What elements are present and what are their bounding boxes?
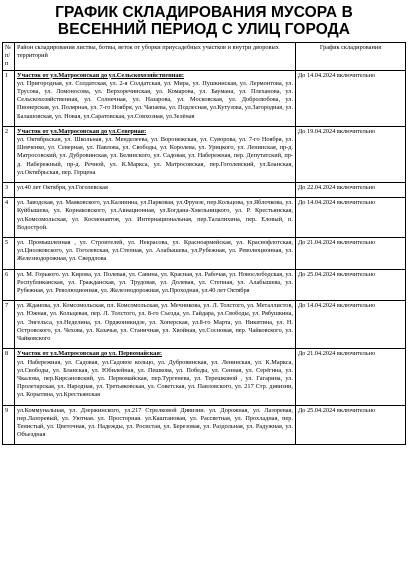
row-area bbox=[15, 301, 296, 349]
street-list: ул.40 лет Октября, ул.Гоголевская bbox=[17, 184, 108, 192]
row-number: 8 bbox=[3, 349, 15, 405]
row-number: 5 bbox=[3, 238, 15, 270]
document-title bbox=[0, 0, 408, 38]
row-area bbox=[15, 349, 296, 405]
row-number: 7 bbox=[3, 301, 15, 349]
row-date: До 14.04.2024 включительно bbox=[296, 198, 406, 238]
table-header-row bbox=[3, 43, 406, 71]
street-list: ул. Жданова, ул. Комсомольская, пл. Комсомольская, ул. Мечникова, ул. Л. Толстого, ул. Металлистов, ул. Южная, ул. Кольцевая, пер. Л. Толстого, ул. 8-го Съезда, ул. Гайдара, ул.Свободы, ул. Рябушкина, ул. Энгельса, ул.Неделина, ул. Орджоникидзе, ул. Хоперская, ул.8-го Марта, ул. Никитина, ул. Н. Островского, ул. Чехова, ул. Казачья, ул. Станичная, ул. Хвойная, ул.Сосновая, пер. Чайковского, ул. Чайковского bbox=[17, 302, 293, 343]
row-area bbox=[15, 126, 296, 182]
row-number: 6 bbox=[3, 269, 15, 301]
title-line-1: ГРАФИК СКЛАДИРОВАНИЯ МУСОРА В bbox=[55, 4, 353, 21]
table-row bbox=[3, 70, 406, 126]
header-num: № п/п bbox=[3, 43, 15, 71]
row-area bbox=[15, 183, 296, 198]
row-number: 2 bbox=[3, 126, 15, 182]
row-date: До 14.04.2024 включительно bbox=[296, 70, 406, 126]
row-number: 4 bbox=[3, 198, 15, 238]
row-date: До 14.04.2024 включительно bbox=[296, 301, 406, 349]
row-date: До 25.04.2024 включительно bbox=[296, 269, 406, 301]
row-area bbox=[15, 269, 296, 301]
row-area bbox=[15, 198, 296, 238]
row-area bbox=[15, 405, 296, 445]
street-list: ул. Октябрьская, ул. Школьная, ул. Менделеева, ул. Воронежская, ул. Суворова, ул. 7-го Ноября, ул. Шевченко, ул. Северная, ул. Павлова, ул. Свободы, ул. Королева, ул. Урицкого, ул. Ленинская, пр-д. Матросовский, ул. Дубровинская, ул. Белинского, ул. Садовая, ул. Набережная, пер. Депутатский, пр-д. Набережный, пр-д. Речной, ул. К.Маркса, ул. Матросовская, пер.Гоголевский, ул.Бланская, ул.Октябрьская, пер. Герцена bbox=[17, 136, 293, 176]
row-date: До 19.04.2024 включительно bbox=[296, 126, 406, 182]
street-list: ул.Коммунальная, ул. Дзержинского, ул.217 Стрелковой Дивизии. ул. Дорожная, ул. Лазоревая, пер.Лазоревый, ул. Уютная. ул. Просторная. ул.Каштановая, ул. Рассветная, ул. Прохладная, пер. Тенистый, ул. Цветочная, ул. Надежды, ул. Росистая, ул. Березовая, ул. Раздольная, ул. Радужная, ул. Объездная bbox=[17, 406, 293, 439]
row-number: 1 bbox=[3, 70, 15, 126]
table-row bbox=[3, 349, 406, 405]
section-heading: Участок от ул.Матросовская до ул. Первомайская: bbox=[17, 350, 162, 358]
row-date: До 21.04.2024 включительно bbox=[296, 349, 406, 405]
row-date: До 22.04.2024 включительно bbox=[296, 183, 406, 198]
row-area bbox=[15, 70, 296, 126]
table-row bbox=[3, 301, 406, 349]
street-list: ул. Пригородная, ул. Солдатская, ул. 2-я Солдатская, ул. Мира, ул. Пушкинская, ул. Лермонтова, ул. Трусова, ул. Ломоносова, ул. Верхоречинская, ул. Комарова, ул. Баумана, ул. Плеханова, ул. Сельскохозяйственная, ул. Солнечная, ул. Назарова, ул. Московская, ул. Добролюбова, ул. Пионерская, ул. Полярная, ул. 7-го Ноября, ул. Чапаева, ул. Подлесная, ул.Кутузова, ул.Загородная, ул. Балашовская, ул. Новая, ул.Саратовская, ул.Совхозная, ул.Зелёная bbox=[17, 79, 293, 120]
header-schedule: График складирования bbox=[296, 43, 406, 71]
section-heading: Участок от ул.Матросовская до ул.Северная: bbox=[17, 127, 147, 135]
title-line-2: ВЕСЕННИЙ ПЕРИОД С УЛИЦ ГОРОДА bbox=[57, 21, 351, 38]
street-list: ул. М. Горького. ул. Кирова, ул. Полевая, ул. Савина, ул. Красная, ул. Рабочая, ул. Новослободская, ул. Республиканская, ул. Гражданская, ул. Трудовая, ул. Долевая, ул. Степная, ул. Алабышева, ул. Рубежная, ул. Революционная, ул. Железнодорожная, ул.Проходная, ул.40 лет Октября bbox=[17, 270, 293, 295]
street-list: ул. Заводская, ул. Маяковского, ул.Калинина, ул.Парковая, ул.Фрунзе, пер.Кольцова, ул.Яблочкова, ул. Куйбышева, ул. Корнаковского, ул.Авиационная, ул.Богдана-Хмельницкого, ул. Р. Крестьянская, ул.Комсомольская, ул. Космонавтов, ул. Интернациональная, пер.Талалихина, пер. Еловый, п. Водострой. bbox=[17, 199, 293, 231]
section-heading: Участок от ул.Матросовская до ул.Сельскохозяйственная: bbox=[17, 71, 185, 79]
table-row bbox=[3, 238, 406, 270]
row-area bbox=[15, 238, 296, 270]
table-row bbox=[3, 198, 406, 238]
header-area: Район складирования листвы, ботвы, веток от уборки приусадебных участков и внутри дворовых территорий bbox=[15, 43, 296, 71]
table-row bbox=[3, 269, 406, 301]
row-date: До 21.04.2024 включительно bbox=[296, 238, 406, 270]
street-list: ул. Промышленная , ул. Строителей, ул. Некрасова, ул. Красноармейская, ул. Краснофлотская, ул.Циолковского, ул. Гоголевская, ул.Степная, ул. Алабышева, ул.Рубежная, ул. Революционная, ул. Железнодорожная, ул. Свердлова bbox=[17, 239, 293, 263]
table-row bbox=[3, 183, 406, 198]
table-row bbox=[3, 405, 406, 445]
street-list: ул. Набережная, ул. Садовая, ул.Садовое кольцо, ул. Дубровинская, ул. Ленинская, ул. К.Маркса, ул.Свободы, ул. Бланская, ул. Юбилейная, ул. Пешкова, ул. Победы, ул. Сенная, ул. Серёгина, ул. Чкалова, пер.Кирсановский, ул. Первомайская, пер.Тургенева, ул. Терешковой , ул. Гагарина, ул. Пролетарская, ул. Народная, ул. Третьяковская, ул. Советская, ул. Павловского, ул. 217 Стр. дивизии, ул. Корытина, ул.Крестьянская bbox=[17, 358, 293, 399]
row-date: До 25.04.2024 включительно bbox=[296, 405, 406, 445]
table-row bbox=[3, 126, 406, 182]
row-number: 9 bbox=[3, 405, 15, 445]
row-number: 3 bbox=[3, 183, 15, 198]
schedule-table bbox=[2, 42, 406, 445]
